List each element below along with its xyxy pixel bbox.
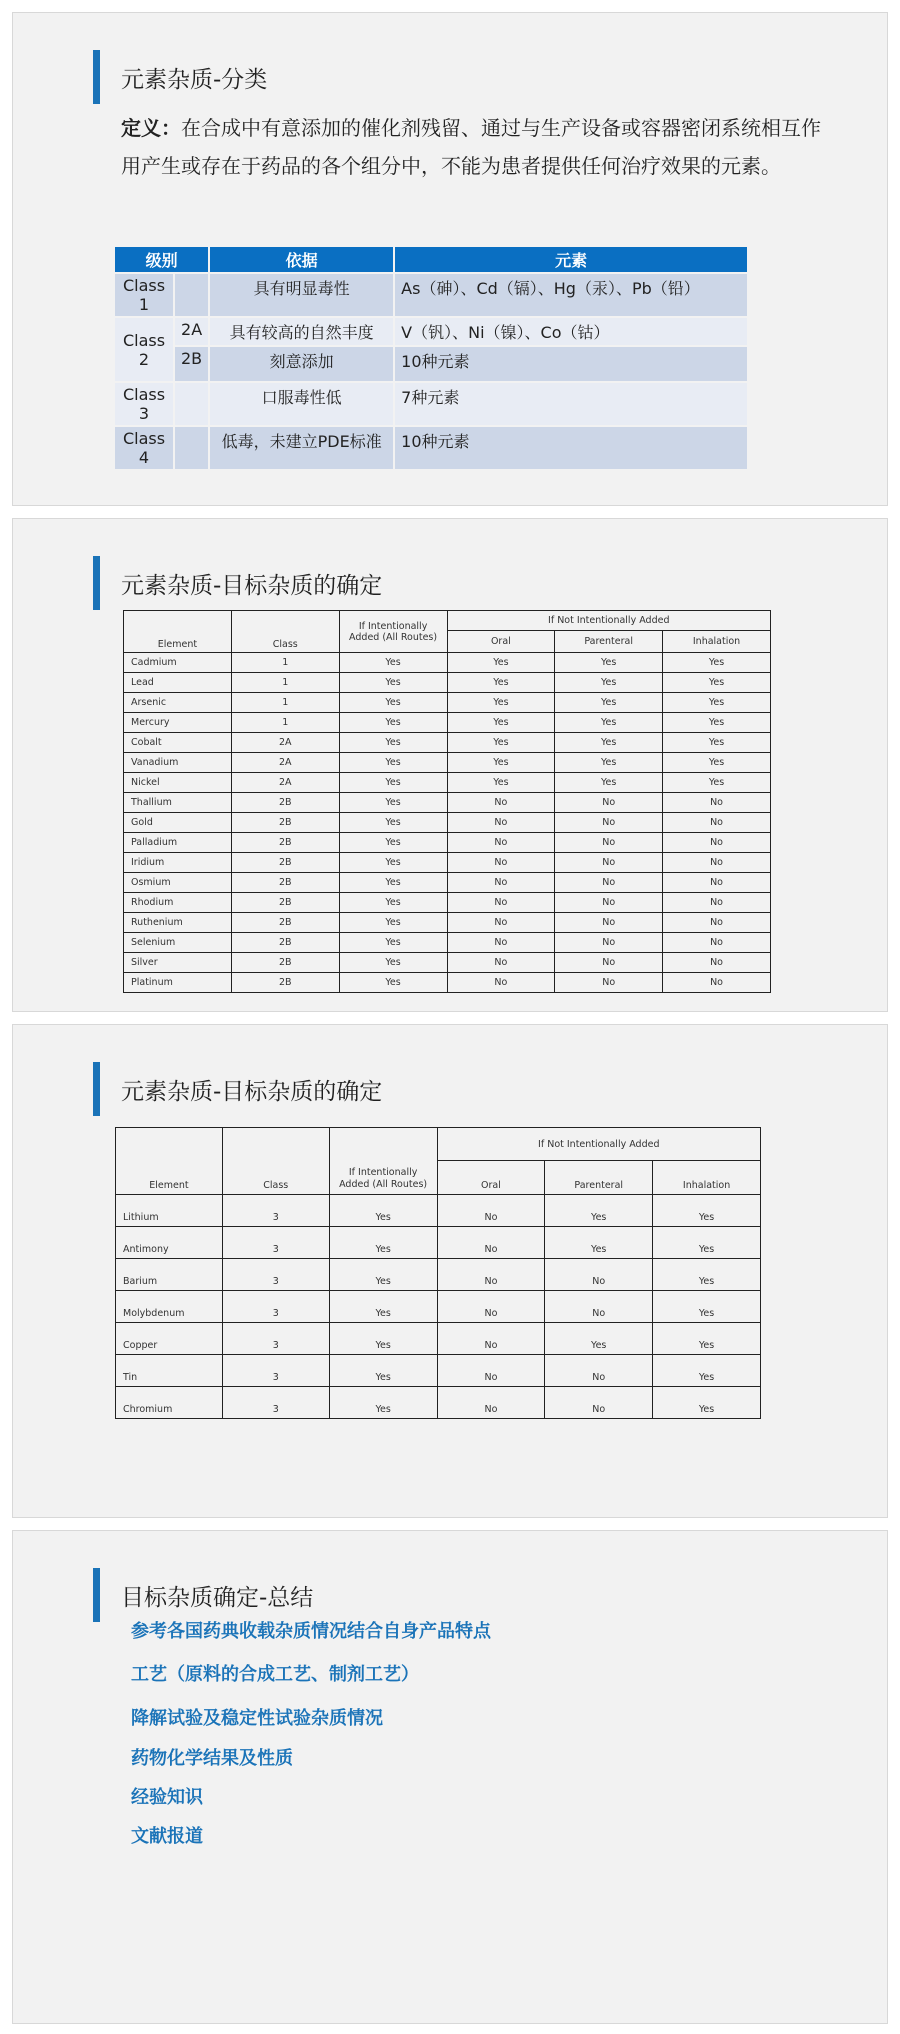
parenteral-cell: No <box>545 1259 653 1291</box>
intentional-cell: Yes <box>329 1227 437 1259</box>
table-row <box>124 753 771 773</box>
inhalation-cell: No <box>663 973 771 993</box>
class-cell: 3 <box>222 1291 329 1323</box>
header-class: Class <box>231 611 339 653</box>
parenteral-cell: Yes <box>545 1323 653 1355</box>
table-row <box>124 773 771 793</box>
header-inhalation: Inhalation <box>663 631 771 653</box>
parenteral-cell: No <box>555 813 663 833</box>
inhalation-cell: No <box>663 953 771 973</box>
class-cell: 1 <box>231 693 339 713</box>
table-row <box>124 693 771 713</box>
elements-cell: As（砷）、Cd（镉）、Hg（汞）、Pb（铅） <box>395 274 747 316</box>
summary-item: 药物化学结果及性质 <box>131 1748 293 1769</box>
table-row <box>124 833 771 853</box>
slide-summary <box>12 1530 888 2024</box>
elements-cell: 7种元素 <box>395 383 747 425</box>
oral-cell: No <box>437 1323 545 1355</box>
class-cell: 2B <box>231 873 339 893</box>
intentional-cell: Yes <box>329 1323 437 1355</box>
table-row <box>124 813 771 833</box>
element-cell: Lithium <box>116 1195 223 1227</box>
oral-cell: No <box>437 1387 545 1419</box>
intentional-cell: Yes <box>339 873 447 893</box>
oral-cell: Yes <box>447 713 555 733</box>
intentional-cell: Yes <box>329 1195 437 1227</box>
parenteral-cell: No <box>555 873 663 893</box>
subclass-cell <box>175 274 208 316</box>
intentional-cell: Yes <box>339 853 447 873</box>
intentional-cell: Yes <box>339 953 447 973</box>
intentional-cell: Yes <box>339 813 447 833</box>
definition-label: 定义： <box>121 116 181 140</box>
summary-item: 降解试验及稳定性试验杂质情况 <box>131 1708 383 1729</box>
summary-item: 文献报道 <box>131 1826 203 1847</box>
intentional-cell: Yes <box>339 893 447 913</box>
summary-item: 经验知识 <box>131 1787 203 1808</box>
class-cell: 2B <box>231 853 339 873</box>
subclass-cell <box>175 383 208 425</box>
table-row <box>124 673 771 693</box>
parenteral-cell: Yes <box>555 733 663 753</box>
oral-cell: No <box>447 913 555 933</box>
class-cell: 2B <box>231 833 339 853</box>
table-row <box>124 973 771 993</box>
oral-cell: No <box>447 973 555 993</box>
inhalation-cell: Yes <box>653 1259 761 1291</box>
elements-cell: 10种元素 <box>395 427 747 469</box>
element-cell: Arsenic <box>124 693 232 713</box>
intentional-cell: Yes <box>339 673 447 693</box>
class-cell: Class 2 <box>115 318 173 381</box>
element-table-2 <box>115 1127 761 1419</box>
oral-cell: Yes <box>447 753 555 773</box>
class-cell: 2B <box>231 813 339 833</box>
class-cell: 2B <box>231 893 339 913</box>
element-cell: Nickel <box>124 773 232 793</box>
table-row <box>116 1355 761 1387</box>
parenteral-cell: No <box>555 953 663 973</box>
subclass-cell: 2B <box>175 347 208 381</box>
inhalation-cell: No <box>663 833 771 853</box>
header-element: Element <box>116 1128 223 1195</box>
slide-title: 元素杂质-目标杂质的确定 <box>121 573 383 599</box>
parenteral-cell: No <box>545 1387 653 1419</box>
inhalation-cell: Yes <box>663 673 771 693</box>
inhalation-cell: Yes <box>663 773 771 793</box>
element-cell: Thallium <box>124 793 232 813</box>
parenteral-cell: No <box>545 1355 653 1387</box>
element-cell: Vanadium <box>124 753 232 773</box>
element-cell: Tin <box>116 1355 223 1387</box>
title-accent-bar <box>93 1568 100 1622</box>
element-cell: Osmium <box>124 873 232 893</box>
slide-title: 目标杂质确定-总结 <box>121 1585 314 1611</box>
inhalation-cell: No <box>663 873 771 893</box>
class-cell: 2B <box>231 933 339 953</box>
table-row <box>124 953 771 973</box>
element-cell: Rhodium <box>124 893 232 913</box>
parenteral-cell: No <box>555 793 663 813</box>
inhalation-cell: Yes <box>653 1227 761 1259</box>
slide-title: 元素杂质-分类 <box>121 67 268 93</box>
table-row <box>124 933 771 953</box>
parenteral-cell: Yes <box>555 753 663 773</box>
title-accent-bar <box>93 50 100 104</box>
inhalation-cell: No <box>663 913 771 933</box>
oral-cell: Yes <box>447 673 555 693</box>
oral-cell: No <box>447 873 555 893</box>
intentional-cell: Yes <box>339 833 447 853</box>
element-cell: Gold <box>124 813 232 833</box>
intentional-cell: Yes <box>339 753 447 773</box>
parenteral-cell: No <box>555 933 663 953</box>
element-cell: Antimony <box>116 1227 223 1259</box>
title-accent-bar <box>93 556 100 610</box>
oral-cell: Yes <box>447 733 555 753</box>
element-cell: Lead <box>124 673 232 693</box>
intentional-cell: Yes <box>329 1259 437 1291</box>
intentional-cell: Yes <box>339 713 447 733</box>
inhalation-cell: Yes <box>663 733 771 753</box>
parenteral-cell: Yes <box>545 1227 653 1259</box>
parenteral-cell: Yes <box>555 773 663 793</box>
oral-cell: Yes <box>447 693 555 713</box>
class-cell: 3 <box>222 1387 329 1419</box>
basis-cell: 具有较高的自然丰度 <box>210 318 393 345</box>
class-cell: 3 <box>222 1227 329 1259</box>
header-inhalation: Inhalation <box>653 1161 761 1195</box>
oral-cell: No <box>447 833 555 853</box>
class-cell: 2B <box>231 953 339 973</box>
element-cell: Selenium <box>124 933 232 953</box>
intentional-cell: Yes <box>339 653 447 673</box>
class-cell: 3 <box>222 1355 329 1387</box>
element-cell: Chromium <box>116 1387 223 1419</box>
table-row <box>124 653 771 673</box>
class-cell: 3 <box>222 1195 329 1227</box>
parenteral-cell: No <box>555 913 663 933</box>
class-cell: 2A <box>231 733 339 753</box>
oral-cell: No <box>447 953 555 973</box>
inhalation-cell: No <box>663 793 771 813</box>
element-cell: Iridium <box>124 853 232 873</box>
class-cell: 2A <box>231 773 339 793</box>
inhalation-cell: Yes <box>663 753 771 773</box>
slide-target-impurities-2 <box>12 1024 888 1518</box>
summary-item: 工艺（原料的合成工艺、制剂工艺） <box>131 1664 419 1685</box>
table-row <box>116 1387 761 1419</box>
table-row <box>124 893 771 913</box>
table-row <box>115 274 747 316</box>
basis-cell: 具有明显毒性 <box>210 274 393 316</box>
inhalation-cell: Yes <box>653 1291 761 1323</box>
table-row <box>116 1323 761 1355</box>
inhalation-cell: No <box>663 893 771 913</box>
intentional-cell: Yes <box>329 1387 437 1419</box>
table-row <box>115 427 747 469</box>
inhalation-cell: Yes <box>663 693 771 713</box>
table-row <box>115 383 747 425</box>
intentional-cell: Yes <box>329 1355 437 1387</box>
parenteral-cell: Yes <box>555 653 663 673</box>
table-row <box>124 733 771 753</box>
summary-item: 参考各国药典收载杂质情况结合自身产品特点 <box>131 1621 491 1642</box>
definition-text: 在合成中有意添加的催化剂残留、通过与生产设备或容器密闭系统相互作用产生或存在于药品的各个组分中，不能为患者提供任何治疗效果的元素。 <box>121 116 821 178</box>
oral-cell: No <box>437 1355 545 1387</box>
element-table-body <box>116 1195 761 1419</box>
basis-cell: 刻意添加 <box>210 347 393 381</box>
oral-cell: No <box>437 1195 545 1227</box>
header-elements: 元素 <box>395 247 747 272</box>
table-row <box>115 347 747 381</box>
header-parenteral: Parenteral <box>545 1161 653 1195</box>
classification-table <box>113 245 749 471</box>
parenteral-cell: No <box>555 893 663 913</box>
class-cell: Class 1 <box>115 274 173 316</box>
parenteral-cell: No <box>555 833 663 853</box>
inhalation-cell: No <box>663 853 771 873</box>
intentional-cell: Yes <box>339 973 447 993</box>
header-oral: Oral <box>437 1161 545 1195</box>
parenteral-cell: No <box>555 853 663 873</box>
parenteral-cell: No <box>545 1291 653 1323</box>
element-cell: Ruthenium <box>124 913 232 933</box>
oral-cell: Yes <box>447 773 555 793</box>
header-class: Class <box>222 1128 329 1195</box>
inhalation-cell: No <box>663 813 771 833</box>
intentional-cell: Yes <box>339 733 447 753</box>
parenteral-cell: No <box>555 973 663 993</box>
table-row <box>124 873 771 893</box>
oral-cell: No <box>437 1259 545 1291</box>
header-not-intentionally-added: If Not Intentionally Added <box>437 1128 760 1161</box>
inhalation-cell: Yes <box>653 1387 761 1419</box>
table-row <box>124 713 771 733</box>
element-table-1 <box>123 610 771 993</box>
element-table-body <box>124 653 771 993</box>
intentional-cell: Yes <box>339 693 447 713</box>
class-cell: 1 <box>231 653 339 673</box>
table-row <box>115 318 747 345</box>
elements-cell: 10种元素 <box>395 347 747 381</box>
table-row <box>116 1195 761 1227</box>
parenteral-cell: Yes <box>545 1195 653 1227</box>
definition-paragraph <box>121 109 821 185</box>
parenteral-cell: Yes <box>555 673 663 693</box>
slide-target-impurities-1 <box>12 518 888 1012</box>
header-not-intentionally-added: If Not Intentionally Added <box>447 611 770 631</box>
intentional-cell: Yes <box>339 793 447 813</box>
oral-cell: No <box>447 933 555 953</box>
table-row <box>116 1291 761 1323</box>
header-intentionally-added: If Intentionally Added (All Routes) <box>329 1128 437 1195</box>
inhalation-cell: Yes <box>653 1323 761 1355</box>
element-cell: Platinum <box>124 973 232 993</box>
oral-cell: No <box>437 1291 545 1323</box>
class-cell: 3 <box>222 1259 329 1291</box>
oral-cell: No <box>447 853 555 873</box>
inhalation-cell: Yes <box>653 1195 761 1227</box>
slide-classification <box>12 12 888 506</box>
table-row <box>124 913 771 933</box>
intentional-cell: Yes <box>339 933 447 953</box>
class-cell: 2B <box>231 793 339 813</box>
class-cell: 1 <box>231 673 339 693</box>
header-element: Element <box>124 611 232 653</box>
oral-cell: No <box>447 813 555 833</box>
inhalation-cell: Yes <box>663 653 771 673</box>
title-accent-bar <box>93 1062 100 1116</box>
subclass-cell: 2A <box>175 318 208 345</box>
intentional-cell: Yes <box>339 773 447 793</box>
oral-cell: Yes <box>447 653 555 673</box>
subclass-cell <box>175 427 208 469</box>
inhalation-cell: Yes <box>663 713 771 733</box>
oral-cell: No <box>447 793 555 813</box>
class-cell: 3 <box>222 1323 329 1355</box>
parenteral-cell: Yes <box>555 713 663 733</box>
elements-cell: V（钒）、Ni（镍）、Co（钴） <box>395 318 747 345</box>
oral-cell: No <box>437 1227 545 1259</box>
class-cell: 2B <box>231 973 339 993</box>
class-cell: Class 4 <box>115 427 173 469</box>
table-row <box>124 793 771 813</box>
parenteral-cell: Yes <box>555 693 663 713</box>
table-row <box>116 1259 761 1291</box>
oral-cell: No <box>447 893 555 913</box>
intentional-cell: Yes <box>329 1291 437 1323</box>
element-cell: Mercury <box>124 713 232 733</box>
header-basis: 依据 <box>210 247 393 272</box>
slide-title: 元素杂质-目标杂质的确定 <box>121 1079 383 1105</box>
intentional-cell: Yes <box>339 913 447 933</box>
header-level: 级别 <box>115 247 208 272</box>
element-cell: Barium <box>116 1259 223 1291</box>
header-oral: Oral <box>447 631 555 653</box>
header-intentionally-added: If Intentionally Added (All Routes) <box>339 611 447 653</box>
class-cell: Class 3 <box>115 383 173 425</box>
table-row <box>124 853 771 873</box>
element-cell: Copper <box>116 1323 223 1355</box>
element-cell: Cobalt <box>124 733 232 753</box>
element-cell: Silver <box>124 953 232 973</box>
element-cell: Palladium <box>124 833 232 853</box>
class-cell: 1 <box>231 713 339 733</box>
inhalation-cell: Yes <box>653 1355 761 1387</box>
basis-cell: 低毒，未建立PDE标准 <box>210 427 393 469</box>
class-cell: 2B <box>231 913 339 933</box>
header-parenteral: Parenteral <box>555 631 663 653</box>
element-cell: Molybdenum <box>116 1291 223 1323</box>
basis-cell: 口服毒性低 <box>210 383 393 425</box>
table-row <box>116 1227 761 1259</box>
element-cell: Cadmium <box>124 653 232 673</box>
inhalation-cell: No <box>663 933 771 953</box>
class-cell: 2A <box>231 753 339 773</box>
